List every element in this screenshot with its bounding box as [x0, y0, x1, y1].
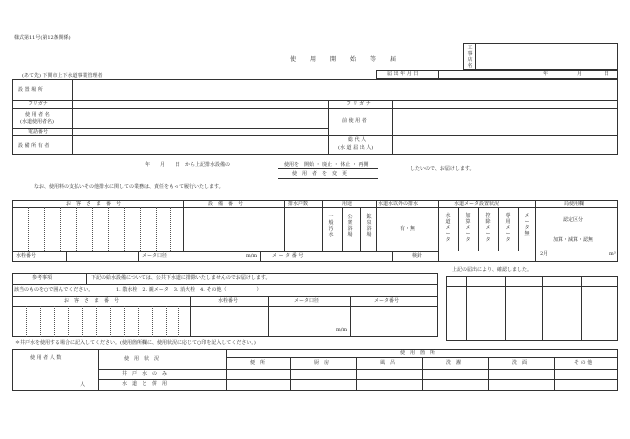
meter-status-header: 水道メータ設置状況 — [454, 201, 500, 207]
place-other: そ の 他 — [574, 360, 593, 366]
submit-date-label: 届 出 年 月 日 — [387, 71, 419, 77]
form-title: 使 用 開 始 等 届 — [290, 56, 401, 63]
user-name-label: 使 用 者 名 — [25, 112, 50, 118]
agent-label: 総 代 人 — [348, 137, 367, 143]
furigana-label: フリガナ — [28, 101, 48, 107]
well-table — [12, 349, 618, 391]
location-label: 設 置 場 所 — [18, 87, 43, 93]
reference-box — [12, 273, 438, 337]
use-col-public-bath: 公衆浴場 — [347, 214, 353, 238]
reference-options: 1. 散水栓 2. 親メータ 3. 消火栓 4. その他（ ） — [116, 287, 262, 293]
worker-label: 工事店名 — [467, 45, 473, 69]
status-header: 使 用 状 況 — [124, 356, 160, 362]
ref-mm: m/m — [336, 327, 348, 333]
status-well-only: 井 戸 水 の み — [122, 371, 168, 377]
ref-meter-no: メータ番号 — [374, 298, 400, 304]
place-kitchen: 厨 房 — [314, 360, 330, 366]
addressee: (あて先) 下関市上下水道事業管理者 — [22, 73, 103, 79]
meter-col-water: 水道メータ — [445, 213, 451, 243]
place-laundry: 洗 濯 — [446, 360, 462, 366]
people-label: 使 用 者 人 数 — [30, 355, 62, 361]
meter-diameter-label: メータ口径 — [142, 253, 168, 259]
well-note: ＊井戸水を使用する場合に記入してください。(使用箇所欄に、使用状況に応じて○印を記入してください。) — [15, 340, 256, 346]
m3-unit: m³ — [609, 251, 616, 257]
ref-faucet-no: 水栓番号 — [218, 298, 239, 304]
place-toilet: 便 所 — [250, 360, 266, 366]
cert-label: 認定区分 — [563, 217, 584, 223]
person-unit: 人 — [80, 382, 86, 388]
meter-no-label: メ ー タ 番 号 — [272, 253, 304, 259]
reference-title: 参考事項 — [32, 275, 53, 281]
equipment-no-header: 設 備 番 号 — [208, 201, 244, 207]
meter-col-add: 加算メータ — [465, 213, 471, 243]
ref-customer-no: お 客 さ ま 番 号 — [64, 298, 120, 304]
place-washroom: 洗 面 — [512, 360, 528, 366]
use-col-mineral-bath: 鉱泉浴場 — [366, 214, 372, 238]
form-number: 様式第11号(第12条関係) — [14, 35, 71, 41]
applicant-box — [12, 79, 618, 155]
reference-line1: 下記の給水設備については、公共下水道に排除いたしませんのでお届けします。 — [91, 275, 271, 281]
month-label: 月 — [577, 71, 583, 77]
faucet-no-label: 水栓番号 — [16, 253, 37, 259]
user-name-sub: (水道使用者名) — [20, 119, 54, 125]
furigana2-label: フ リ ガ ナ — [346, 101, 371, 107]
statement-usage: 使用を — [284, 162, 300, 168]
customer-no-header: お 客 さ ま 番 号 — [66, 201, 122, 207]
meter-col-none: メータ無 — [524, 213, 530, 237]
statement-suffix: したいので、お届けします。 — [410, 166, 475, 172]
cert-options: 加算・減算・認無 — [553, 237, 594, 243]
yes-no: 有・無 — [400, 226, 416, 232]
statement-note: なお、使用料の支払いその他排水に関しての業務は、責任をもって履行いたします。 — [34, 184, 224, 190]
statement-date: 年 月 日 から上記排水設備の — [145, 162, 231, 168]
day-label: 日 — [604, 71, 610, 77]
use-col-general: 一般汚水 — [328, 214, 334, 238]
month-unit: 2月 — [540, 251, 549, 257]
bureau-header: 局使用欄 — [564, 201, 585, 207]
places-header: 使 用 箇 所 — [400, 350, 436, 356]
owner-label: 設 備 所 有 者 — [18, 143, 50, 149]
confirm-text: 上記の届出により、確認しました。 — [452, 267, 533, 273]
place-bath: 風 呂 — [380, 360, 396, 366]
reference-line2: 該当のものを○で囲んでください。 — [14, 287, 94, 293]
statement-options2: 使 用 者 を 変 更 — [292, 171, 348, 177]
status-combined: 水 道 と 併 用 — [122, 381, 168, 387]
non-water-header: 水道水以外の排水 — [378, 201, 419, 207]
worker-box — [463, 43, 618, 70]
prev-user-label: 前 使 用 者 — [342, 118, 367, 124]
meter-col-private: 専用メータ — [505, 213, 511, 243]
drain-count-header: 排水戸数 — [288, 201, 309, 207]
agent-sub: (水 道 届 出 人) — [338, 145, 374, 151]
meter-col-deduct: 控除メータ — [485, 213, 491, 243]
statement-options1: 開始 ・ 廃止 ・ 休止 ・ 再開 — [304, 162, 369, 168]
phone-label: 電話番号 — [28, 129, 49, 135]
inspection-label: 検針 — [412, 253, 423, 259]
use-header: 用途 — [342, 201, 353, 207]
ref-meter-diameter: メータ口径 — [294, 298, 320, 304]
mm-unit: m/m — [246, 253, 258, 259]
year-label: 年 — [543, 71, 549, 77]
